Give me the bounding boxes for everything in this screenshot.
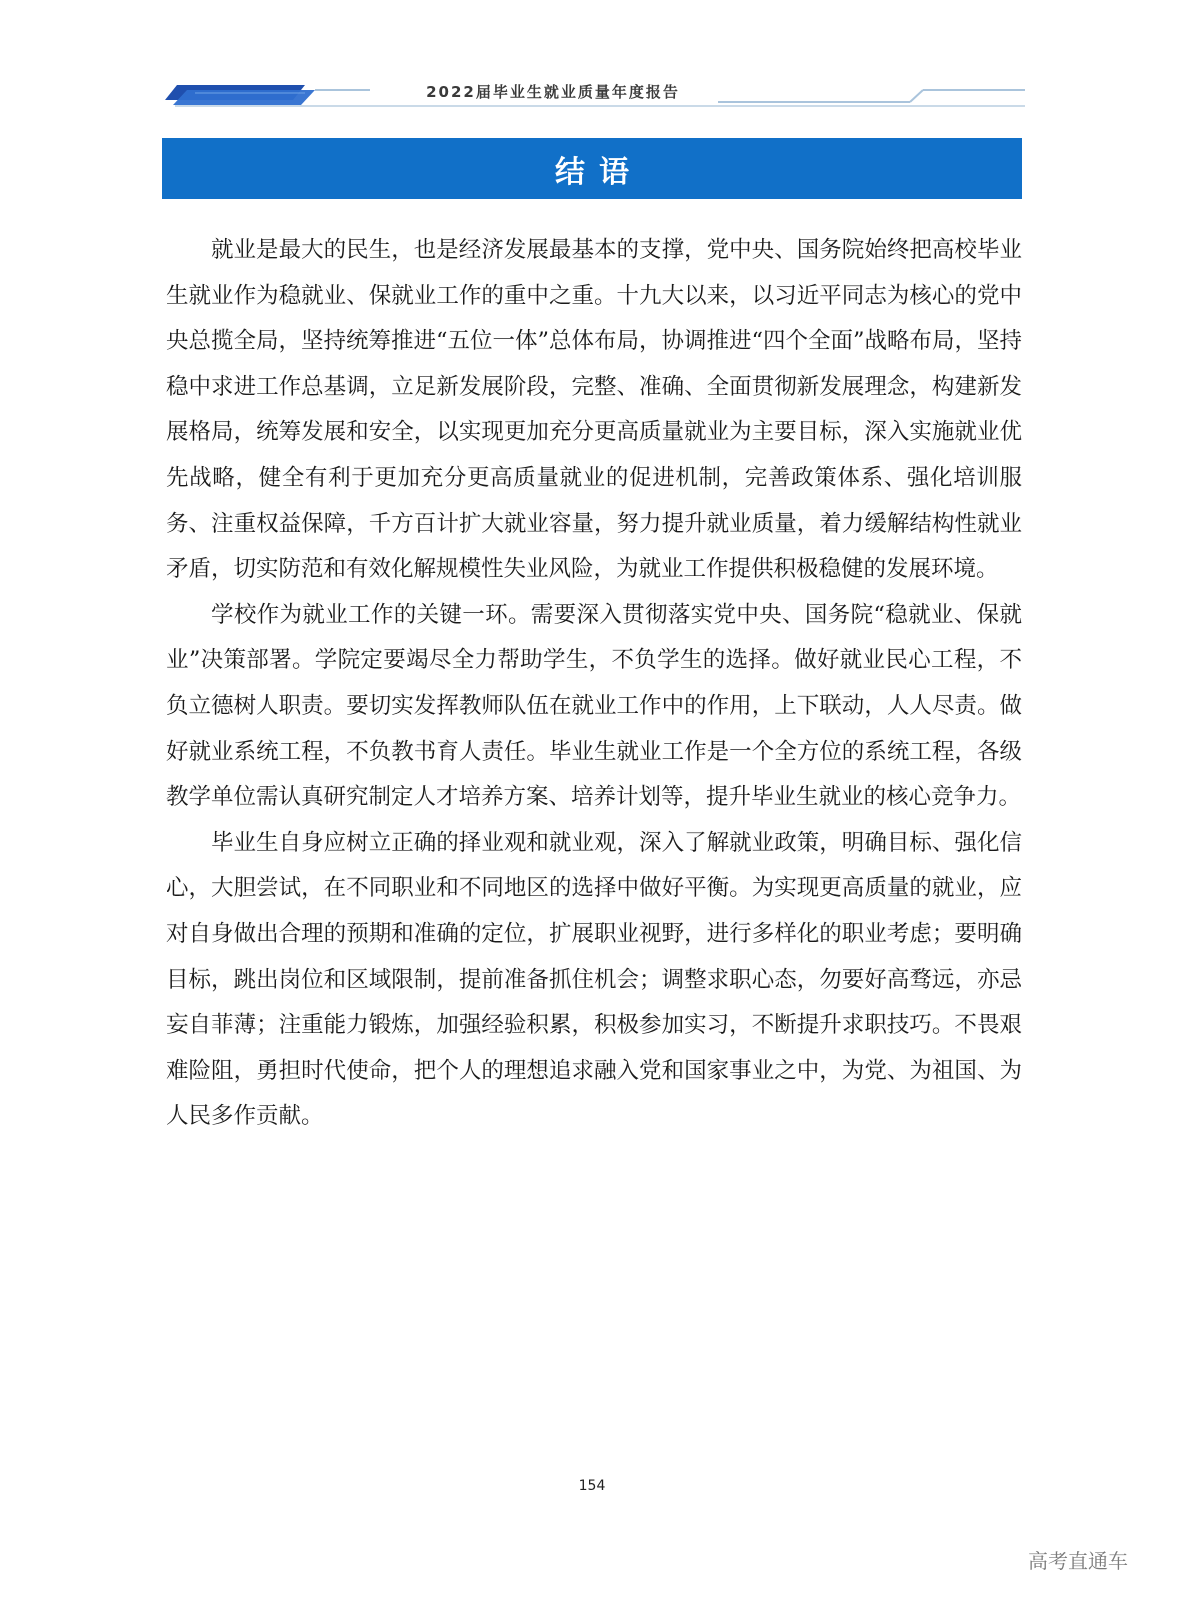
paragraph: 学校作为就业工作的关键一环。需要深入贯彻落实党中央、国务院“稳就业、保就业”决策部署。学院定要竭尽全力帮助学生，不负学生的选择。做好就业民心工程，不负立德树人职责。要切实发挥教师队伍在就业工作中的作用，上下联动，人人尽责。做好就业系统工程，不负教书育人责任。毕业生就业工作是一个全方位的系统工程，各级教学单位需认真研究制定人才培养方案、培养计划等，提升毕业生就业的核心竞争力。 <box>166 601 1022 811</box>
page-number: 154 <box>578 1478 606 1494</box>
section-banner <box>162 138 1022 199</box>
watermark: 高考直通车 <box>1028 1549 1128 1573</box>
paragraph: 毕业生自身应树立正确的择业观和就业观，深入了解就业政策，明确目标、强化信心，大胆尝试，在不同职业和不同地区的选择中做好平衡。为实现更高质量的就业，应对自身做出合理的预期和准确的定位，扩展职业视野，进行多样化的职业考虑；要明确目标，跳出岗位和区域限制，提前准备抓住机会；调整求职心态，勿要好高骛远，亦忌妄自菲薄；注重能力锻炼，加强经验积累，积极参加实习，不断提升求职技巧。不畏艰难险阻，勇担时代使命，把个人的理想追求融入党和国家事业之中，为党、为祖国、为人民多作贡献。 <box>166 829 1022 1130</box>
section-title: 结语 <box>555 154 643 190</box>
running-title: 2022届毕业生就业质量年度报告 <box>426 83 680 101</box>
paragraph: 就业是最大的民生，也是经济发展最基本的支撑，党中央、国务院始终把高校毕业生就业作为稳就业、保就业工作的重中之重。十九大以来，以习近平同志为核心的党中央总揽全局，坚持统筹推进“五位一体”总体布局，协调推进“四个全面”战略布局，坚持稳中求进工作总基调，立足新发展阶段，完整、准确、全面贯彻新发展理念，构建新发展格局，统筹发展和安全，以实现更加充分更高质量就业为主要目标，深入实施就业优先战略，健全有利于更加充分更高质量就业的促进机制，完善政策体系、强化培训服务、注重权益保障，千方百计扩大就业容量，努力提升就业质量，着力缓解结构性就业矛盾，切实防范和有效化解规模性失业风险，为就业工作提供积极稳健的发展环境。 <box>166 237 1023 583</box>
running-header <box>165 78 1025 112</box>
body-text <box>166 228 1022 1140</box>
